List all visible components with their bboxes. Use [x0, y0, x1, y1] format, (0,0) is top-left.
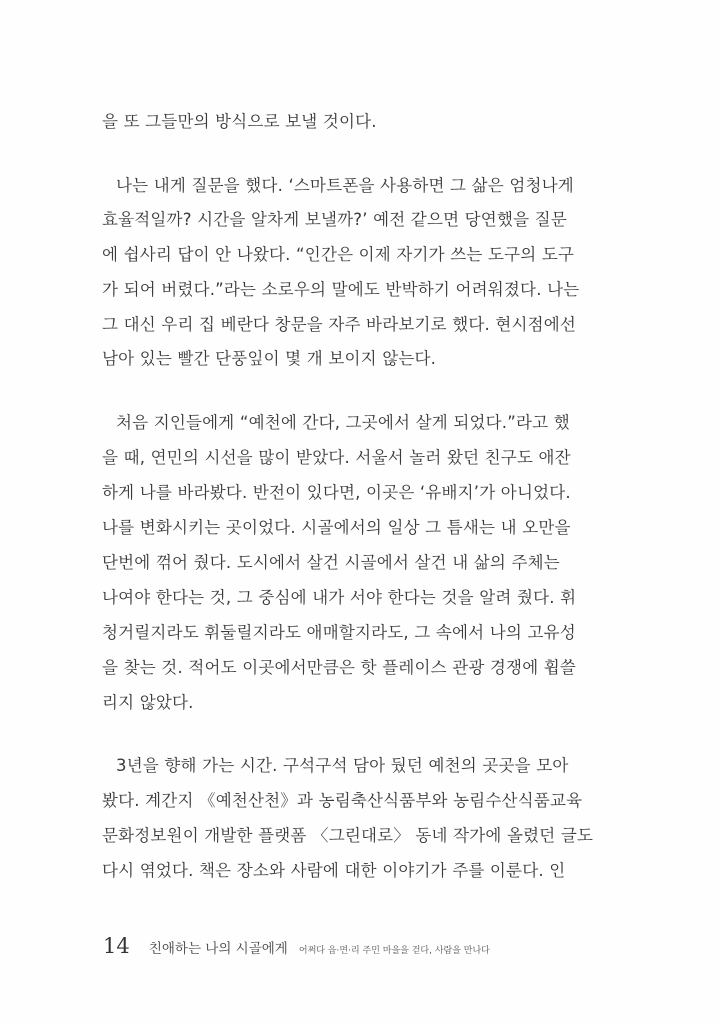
page-number: 14	[103, 934, 130, 958]
text-line: 나는 내게 질문을 했다. ‘스마트폰을 사용하면 그 삶은 엄청나게	[116, 176, 574, 195]
text-line: 리지 않았다.	[102, 693, 194, 712]
text-line: 3년을 향해 가는 시간. 구석구석 담아 뒀던 예천의 곳곳을 모아	[116, 756, 569, 775]
text-line: 청거릴지라도 휘둘릴지라도 애매할지라도, 그 속에서 나의 고유성	[102, 623, 576, 642]
book-title: 친애하는 나의 시골에게	[148, 941, 288, 957]
text-line: 을 찾는 것. 적어도 이곳에서만큼은 핫 플레이스 관광 경쟁에 휩쓸	[102, 658, 577, 677]
text-line: 문화정보원이 개발한 플랫폼 〈그린대로〉 동네 작가에 올렸던 글도	[102, 826, 594, 845]
text-line: 처음 지인들에게 “예천에 간다, 그곳에서 살게 되었다.”라고 했	[116, 413, 570, 432]
text-line: 을 때, 연민의 시선을 많이 받았다. 서울서 놀러 왔던 친구도 애잔	[102, 448, 571, 467]
text-line: 나를 변화시키는 곳이었다. 시골에서의 일상 그 틈새는 내 오만을	[102, 518, 571, 537]
text-line: 남아 있는 빨간 단풍잎이 몇 개 보이지 않는다.	[102, 349, 437, 368]
text-line: 봤다. 계간지 《예천산천》과 농림축산식품부와 농림수산식품교육	[102, 791, 583, 810]
text-line: 가 되어 버렸다.”라는 소로우의 말에도 반박하기 어려워졌다. 나는	[102, 280, 580, 299]
text-line: 에 쉽사리 답이 안 나왔다. “인간은 이제 자기가 쓰는 도구의 도구	[102, 245, 575, 264]
text-line: 을 또 그들만의 방식으로 보낼 것이다.	[102, 112, 377, 131]
book-subtitle: 어쩌다 읍·면·리 주민 마을을 걷다, 사람을 만나다	[298, 946, 490, 956]
page-footer	[103, 934, 490, 960]
text-line: 그 대신 우리 집 베란다 창문을 자주 바라보기로 했다. 현시점에선	[102, 315, 577, 334]
text-line: 효율적일까? 시간을 알차게 보낼까?’ 예전 같으면 당연했을 질문	[102, 210, 567, 229]
text-line: 하게 나를 바라봤다. 반전이 있다면, 이곳은 ‘유배지’가 아니었다.	[102, 483, 571, 502]
text-line: 나여야 한다는 것, 그 중심에 내가 서야 한다는 것을 알려 줬다. 휘	[102, 588, 577, 607]
text-line: 단번에 꺾어 줬다. 도시에서 살건 시골에서 살건 내 삶의 주체는	[102, 553, 560, 572]
text-line: 다시 엮었다. 책은 장소와 사람에 대한 이야기가 주를 이룬다. 인	[102, 861, 566, 880]
